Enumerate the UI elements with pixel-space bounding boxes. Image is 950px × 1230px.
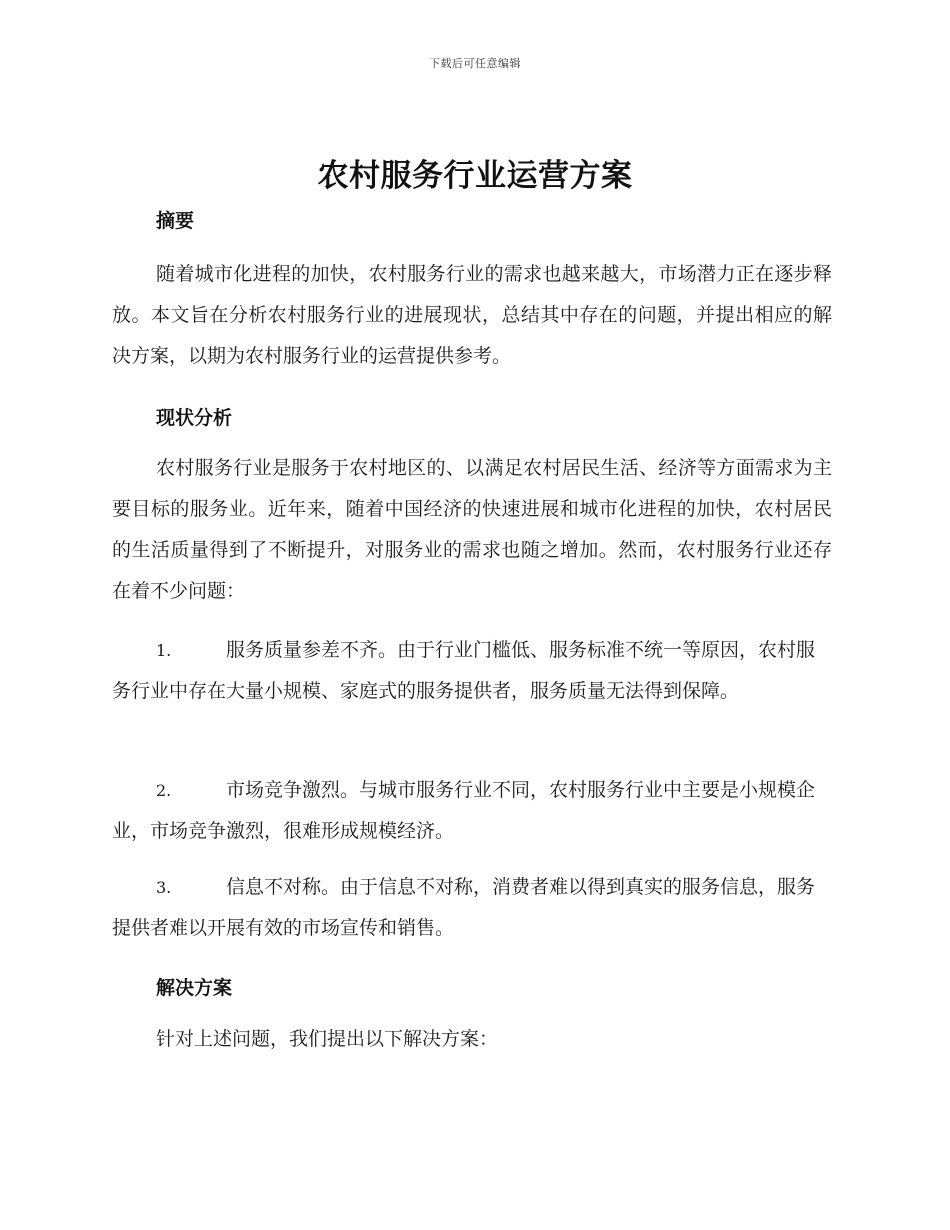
list-item <box>112 770 832 852</box>
document-title: 农村服务行业运营方案 <box>317 158 633 194</box>
abstract-heading: 摘要 <box>156 210 195 232</box>
list-number: 1. <box>156 641 172 660</box>
solution-heading: 解决方案 <box>156 977 233 999</box>
list-text: 服务质量参差不齐。由于行业门槛低、服务标准不统一等原因，农村服务行业中存在大量小规模、家庭式的服务提供者，服务质量无法得到保障。 <box>112 639 816 702</box>
abstract-paragraph: 随着城市化进程的加快，农村服务行业的需求也越来越大，市场潜力正在逐步释放。本文旨在分析农村服务行业的进展现状，总结其中存在的问题，并提出相应的解决方案，以期为农村服务行业的运营提供参考。 <box>112 263 832 367</box>
list-number: 3. <box>156 878 172 897</box>
header-note: 下载后可任意编辑 <box>429 57 521 70</box>
status-heading: 现状分析 <box>156 407 233 429</box>
list-item <box>112 630 832 712</box>
list-number: 2. <box>156 781 172 800</box>
list-text: 市场竞争激烈。与城市服务行业不同，农村服务行业中主要是小规模企业，市场竞争激烈，很难形成规模经济。 <box>112 779 816 842</box>
solution-paragraph: 针对上述问题，我们提出以下解决方案： <box>156 1028 499 1050</box>
status-paragraph: 农村服务行业是服务于农村地区的、以满足农村居民生活、经济等方面需求为主要目标的服务业。近年来，随着中国经济的快速进展和城市化进程的加快，农村居民的生活质量得到了不断提升，对服务业的需求也随之增加。然而，农村服务行业还存在着不少问题： <box>112 457 832 602</box>
list-item <box>112 867 832 949</box>
list-text: 信息不对称。由于信息不对称，消费者难以得到真实的服务信息，服务提供者难以开展有效的市场宣传和销售。 <box>112 876 816 939</box>
